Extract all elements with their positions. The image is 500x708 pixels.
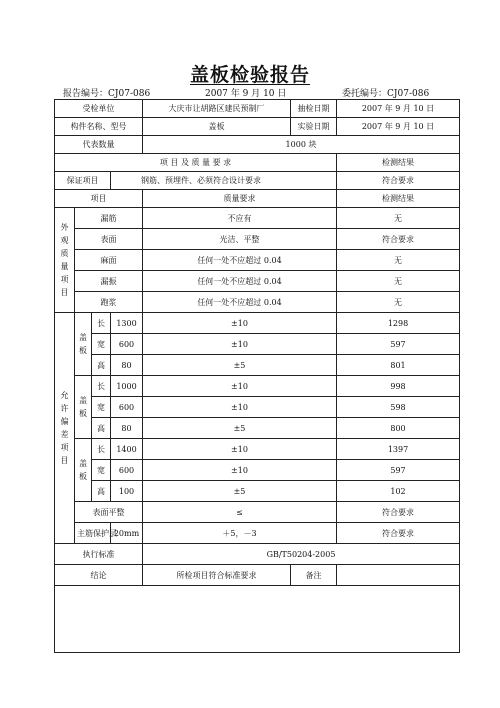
blank-area — [55, 586, 460, 653]
appearance-item-name: 跑浆 — [75, 292, 143, 313]
sample-date-value: 2007 年 9 月 10 日 — [337, 100, 460, 118]
flatness-row — [55, 502, 460, 523]
tolerance-value: ±10 — [143, 397, 337, 418]
standard-label: 执行标准 — [55, 544, 143, 565]
cover-requirement: ＋5，－3 — [143, 523, 337, 544]
requirements-header-row — [55, 154, 460, 172]
guarantee-row — [55, 172, 460, 190]
appearance-row — [55, 271, 460, 292]
dimension-label: 宽 — [92, 397, 111, 418]
dimension-label: 长 — [92, 376, 111, 397]
tolerance-value: ±10 — [143, 376, 337, 397]
appearance-item-name: 漏振 — [75, 271, 143, 292]
measured-result: 1298 — [337, 313, 460, 334]
appearance-row — [55, 292, 460, 313]
measured-result: 598 — [337, 397, 460, 418]
deviation-row — [55, 376, 460, 397]
nominal-value: 600 — [111, 334, 143, 355]
unit-value: 大庆市让胡路区建民预制厂 — [143, 100, 291, 118]
dimension-label: 高 — [92, 418, 111, 439]
appearance-row — [55, 208, 460, 229]
component-label: 构件名称、型号 — [55, 118, 143, 136]
nominal-value: 80 — [111, 355, 143, 376]
appearance-item-requirement: 光洁、平整 — [143, 229, 337, 250]
deviation-row — [55, 355, 460, 376]
conclusion-row — [55, 565, 460, 586]
measured-result: 102 — [337, 481, 460, 502]
guarantee-text: 钢筋、预埋件、必须符合设计要求 — [111, 172, 337, 190]
report-number: 报告编号：CJ07-086 — [63, 89, 151, 99]
cover-row — [55, 523, 460, 544]
tolerance-value: ±5 — [143, 355, 337, 376]
panel-label: 盖 板 — [75, 313, 92, 376]
blank-row — [55, 586, 460, 653]
measured-result: 1397 — [337, 439, 460, 460]
appearance-item-requirement: 任何一处不应超过 0.04 — [143, 271, 337, 292]
tolerance-value: ±10 — [143, 460, 337, 481]
quantity-label: 代表数量 — [55, 136, 143, 154]
cover-result: 符合要求 — [337, 523, 460, 544]
component-row — [55, 118, 460, 136]
guarantee-label: 保证项目 — [55, 172, 111, 190]
deviation-row — [55, 313, 460, 334]
report-date: 2007 年 9 月 10 日 — [205, 89, 287, 99]
nominal-value: 1300 — [111, 313, 143, 334]
appearance-row — [55, 250, 460, 271]
appearance-item-name: 麻面 — [75, 250, 143, 271]
measured-result: 998 — [337, 376, 460, 397]
panel-label: 盖 板 — [75, 439, 92, 502]
quantity-value: 1000 块 — [143, 136, 460, 154]
deviation-row — [55, 334, 460, 355]
flatness-result: 符合要求 — [337, 502, 460, 523]
appearance-item-requirement: 不应有 — [143, 208, 337, 229]
report-title: 盖板检验报告 — [189, 64, 310, 86]
appearance-item-result: 无 — [337, 208, 460, 229]
unit-label: 受检单位 — [55, 100, 143, 118]
deviation-row — [55, 418, 460, 439]
appearance-item-requirement: 任何一处不应超过 0.04 — [143, 250, 337, 271]
quantity-row — [55, 136, 460, 154]
appearance-group-label: 外 观 质 量 项 目 — [55, 208, 75, 313]
col-quality-header: 质量要求 — [143, 190, 337, 208]
dimension-label: 宽 — [92, 334, 111, 355]
tolerance-value: ±10 — [143, 313, 337, 334]
guarantee-result: 符合要求 — [337, 172, 460, 190]
dimension-label: 高 — [92, 355, 111, 376]
flatness-requirement: ≤ — [143, 502, 337, 523]
flatness-label: 表面平整 — [75, 502, 143, 523]
deviation-group-label: 允 许 偏 差 项 目 — [55, 313, 75, 544]
col-result-header: 检测结果 — [337, 190, 460, 208]
nominal-value: 600 — [111, 460, 143, 481]
panel-label: 盖 板 — [75, 376, 92, 439]
remarks-label: 备注 — [291, 565, 337, 586]
cover-label: 主筋保护层 — [75, 523, 111, 544]
appearance-item-result: 符合要求 — [337, 229, 460, 250]
nominal-value: 1400 — [111, 439, 143, 460]
dimension-label: 长 — [92, 313, 111, 334]
col-item-header: 项目 — [55, 190, 143, 208]
measured-result: 597 — [337, 334, 460, 355]
nominal-value: 600 — [111, 397, 143, 418]
appearance-item-result: 无 — [337, 271, 460, 292]
nominal-value: 80 — [111, 418, 143, 439]
component-value: 盖板 — [143, 118, 291, 136]
inspection-table — [54, 99, 460, 653]
standard-row — [55, 544, 460, 565]
tolerance-value: ±10 — [143, 334, 337, 355]
requirements-header: 项 目 及 质 量 要 求 — [55, 154, 337, 172]
measured-result: 597 — [337, 460, 460, 481]
sample-date-label: 抽检日期 — [291, 100, 337, 118]
dimension-label: 长 — [92, 439, 111, 460]
results-header: 检测结果 — [337, 154, 460, 172]
unit-row — [55, 100, 460, 118]
cover-value: 20mm — [111, 523, 143, 544]
appearance-item-requirement: 任何一处不应超过 0.04 — [143, 292, 337, 313]
appearance-item-result: 无 — [337, 250, 460, 271]
appearance-item-result: 无 — [337, 292, 460, 313]
dimension-label: 高 — [92, 481, 111, 502]
commission-number: 委托编号：CJ07-086 — [342, 89, 430, 99]
measured-result: 801 — [337, 355, 460, 376]
measured-result: 800 — [337, 418, 460, 439]
test-date-value: 2007 年 9 月 10 日 — [337, 118, 460, 136]
deviation-row — [55, 460, 460, 481]
conclusion-label: 结论 — [55, 565, 143, 586]
tolerance-value: ±5 — [143, 481, 337, 502]
standard-value: GB/T50204-2005 — [143, 544, 460, 565]
dimension-label: 宽 — [92, 460, 111, 481]
deviation-row — [55, 439, 460, 460]
remarks-value — [337, 565, 460, 586]
test-date-label: 实验日期 — [291, 118, 337, 136]
tolerance-value: ±10 — [143, 439, 337, 460]
appearance-item-name: 漏筋 — [75, 208, 143, 229]
deviation-row — [55, 397, 460, 418]
tolerance-value: ±5 — [143, 418, 337, 439]
appearance-item-name: 表面 — [75, 229, 143, 250]
appearance-row — [55, 229, 460, 250]
conclusion-value: 所检项目符合标准要求 — [143, 565, 291, 586]
deviation-row — [55, 481, 460, 502]
nominal-value: 100 — [111, 481, 143, 502]
nominal-value: 1000 — [111, 376, 143, 397]
column-header-row — [55, 190, 460, 208]
